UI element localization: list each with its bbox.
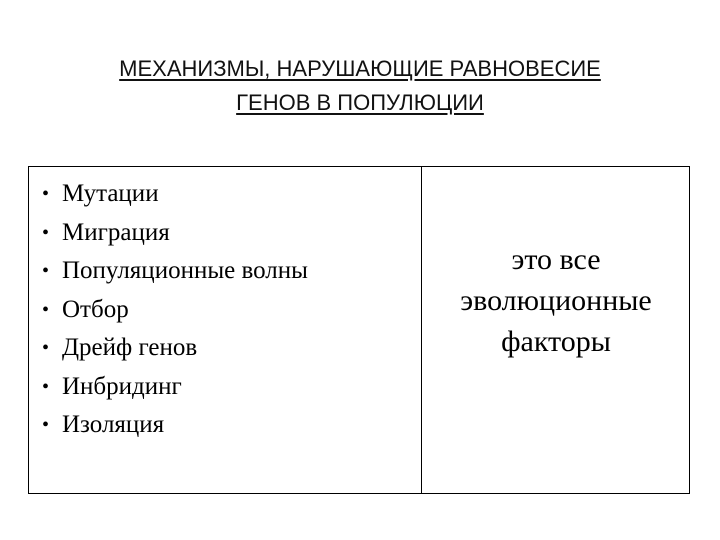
title-line-2: ГЕНОВ В ПОПУЛЮЦИИ xyxy=(236,90,484,115)
mechanisms-list xyxy=(29,175,308,445)
bullet-dot-icon: • xyxy=(41,375,49,398)
bullet-dot-icon: • xyxy=(41,183,49,205)
page-title xyxy=(0,52,720,120)
mechanisms-table xyxy=(28,166,690,494)
list-item xyxy=(29,291,308,330)
list-item xyxy=(29,368,308,407)
list-item-label: Дрейф генов xyxy=(62,334,198,361)
title-line-1: МЕХАНИЗМЫ, НАРУШАЮЩИЕ РАВНОВЕСИЕ xyxy=(119,56,601,81)
list-item xyxy=(29,406,308,445)
list-item-label: Мутации xyxy=(62,180,159,207)
bullet-dot-icon: • xyxy=(41,414,49,436)
list-item-label: Миграция xyxy=(62,218,170,246)
list-item-label: Изоляция xyxy=(62,411,165,438)
list-item xyxy=(29,214,308,253)
list-item-label: Инбридинг xyxy=(62,372,182,400)
bullet-dot-icon: • xyxy=(41,298,49,321)
bullet-dot-icon: • xyxy=(41,337,49,359)
summary-text xyxy=(422,239,690,362)
list-item-label: Отбор xyxy=(62,295,129,323)
list-item xyxy=(29,252,308,291)
bullet-dot-icon: • xyxy=(41,221,49,244)
bullet-dot-icon: • xyxy=(41,260,49,282)
list-item-label: Популяционные волны xyxy=(62,257,308,284)
list-item xyxy=(29,329,308,368)
summary-line-3: факторы xyxy=(501,325,611,358)
list-item xyxy=(29,175,308,214)
summary-line-1: это все xyxy=(511,243,601,276)
summary-line-2: эволюционные xyxy=(460,284,652,317)
